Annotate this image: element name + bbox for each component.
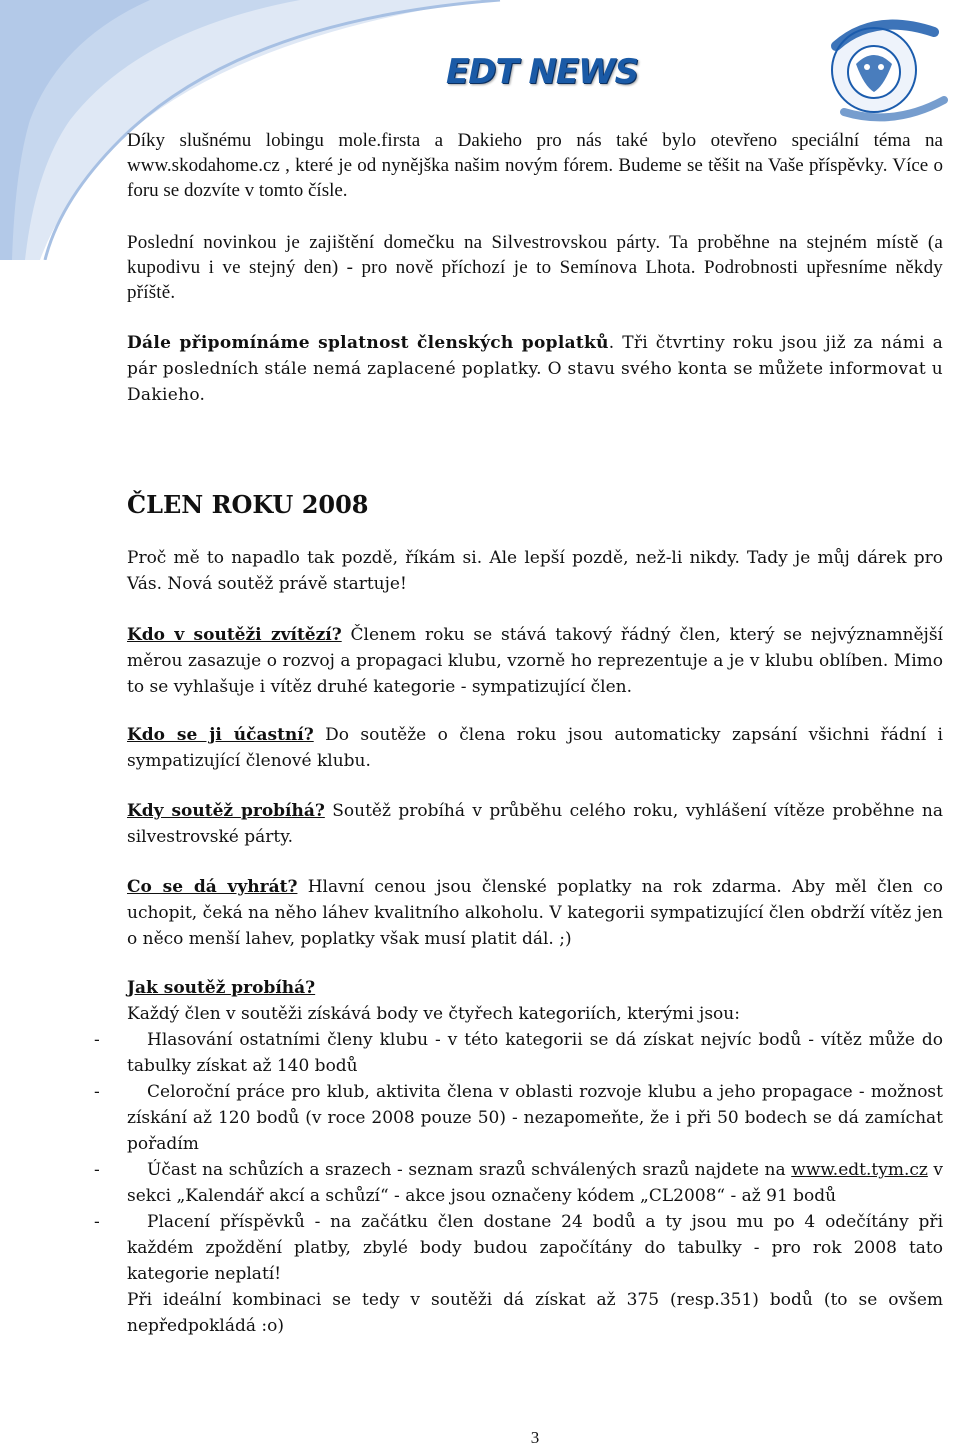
question-how bbox=[127, 975, 943, 1027]
intro-paragraph-3 bbox=[127, 330, 943, 408]
bullet-text: Účast na schůzích a srazech - seznam srazů schválených srazů najdete na www.edt.tym.cz v sekci „Kalendář akcí a schůzí“ - akce jsou označeny kódem „CL2008“ - až 91 bodů bbox=[127, 1160, 943, 1206]
list-item bbox=[94, 1027, 943, 1079]
bullet-dash: - bbox=[94, 1160, 100, 1180]
question-what-to-win bbox=[127, 874, 943, 952]
section-lead: Proč mě to napadlo tak pozdě, říkám si. Ale lepší pozdě, než-li nikdy. Tady je můj dárek pro Vás. Nová soutěž právě startuje! bbox=[127, 548, 943, 594]
bullet-text: Placení příspěvků - na začátku člen dostane 24 bodů a ty jsou mu po 4 odečítány při každém zpoždění platby, zbylé body budou započítány do tabulky - pro rok 2008 tato kategorie neplatí! bbox=[127, 1212, 943, 1284]
intro-paragraph-2: Poslední novinkou je zajištění domečku na Silvestrovskou párty. Ta proběhne na stejném místě (a kupodivu i ve stejný den) - pro nově příchozí je to Semínova Lhota. Podrobnosti upřesníme někdy příště. bbox=[127, 232, 943, 303]
closing-paragraph: Při ideální kombinaci se tedy v soutěži dá získat až 375 (resp.351) bodů (to se ovšem nepředpokládá :o) bbox=[127, 1290, 943, 1336]
question-label: Kdo se ji účastní? bbox=[127, 725, 314, 745]
question-answer: Do soutěže o člena roku jsou automaticky zapsání všichni řádní i sympatizující členové klubu. bbox=[127, 725, 943, 771]
bullet-text: Hlasování ostatními členy klubu - v této kategorii se dá získat nejvíc bodů - vítěz může do tabulky získat až 140 bodů bbox=[127, 1030, 943, 1076]
question-who-participates bbox=[127, 722, 943, 774]
question-answer: Členem roku se stává takový řádný člen, který se nejvýznamnější měrou zasazuje o rozvoj a propagaci klubu, vzorně ho reprezentuje a je v klubu oblíben. Mimo to se vyhlašuje i vítěz druhé kategorie - sympatizující člen. bbox=[127, 625, 943, 697]
bullet-text: Celoroční práce pro klub, aktivita člena v oblasti rozvoje klubu a jeho propagace - možnost získání až 120 bodů (v roce 2008 pouze 50) - nezapomeňte, že i při 50 bodech se dá zamíchat pořadím bbox=[127, 1082, 943, 1154]
section-heading: ČLEN ROKU 2008 bbox=[127, 490, 369, 519]
question-answer: Každý člen v soutěži získává body ve čtyřech kategoriích, kterými jsou: bbox=[127, 1004, 740, 1024]
intro-paragraph-1: Díky slušnému lobingu mole.firsta a Dakieho pro nás také bylo otevřeno speciální téma na www.skodahome.cz , které je od nynějška našim novým fórem. Budeme se těšit na Vaše příspěvky. Více o foru se dozvíte v tomto čísle. bbox=[127, 130, 943, 201]
newsletter-title: EDT NEWS bbox=[446, 52, 639, 92]
dues-reminder-text: . Tři čtvrtiny roku jsou již za námi a pár posledních stále nemá zaplacené poplatky. O stavu svého konta se můžete informovat u Dakieho. bbox=[127, 333, 944, 405]
list-item bbox=[94, 1079, 943, 1157]
page-number: 3 bbox=[530, 1428, 540, 1447]
question-who-wins bbox=[127, 622, 943, 700]
bullet-dash: - bbox=[94, 1030, 100, 1050]
question-label: Kdo v soutěži zvítězí? bbox=[127, 625, 342, 645]
question-answer: Soutěž probíhá v průběhu celého roku, vyhlášení vítěze proběhne na silvestrovské párty. bbox=[127, 801, 943, 847]
website-link[interactable]: www.edt.tym.cz bbox=[791, 1160, 928, 1180]
question-label: Jak soutěž probíhá? bbox=[127, 978, 316, 998]
question-answer: Hlavní cenou jsou členské poplatky na rok zdarma. Aby měl člen co uchopit, čeká na něho láhev kvalitního alkoholu. V kategorii sympatizující člen obdrží vítěz jen o něco menší lahev, poplatky však musí platit dál. ;) bbox=[127, 877, 943, 949]
club-logo bbox=[784, 2, 960, 130]
list-item bbox=[94, 1209, 943, 1287]
bullet-dash: - bbox=[94, 1082, 100, 1102]
list-item bbox=[94, 1157, 943, 1209]
bullet-dash: - bbox=[94, 1212, 100, 1232]
question-when bbox=[127, 798, 943, 850]
dues-reminder-bold: Dále připomínáme splatnost členských poplatků bbox=[127, 333, 609, 353]
question-label: Co se dá vyhrát? bbox=[127, 877, 298, 897]
question-label: Kdy soutěž probíhá? bbox=[127, 801, 325, 821]
